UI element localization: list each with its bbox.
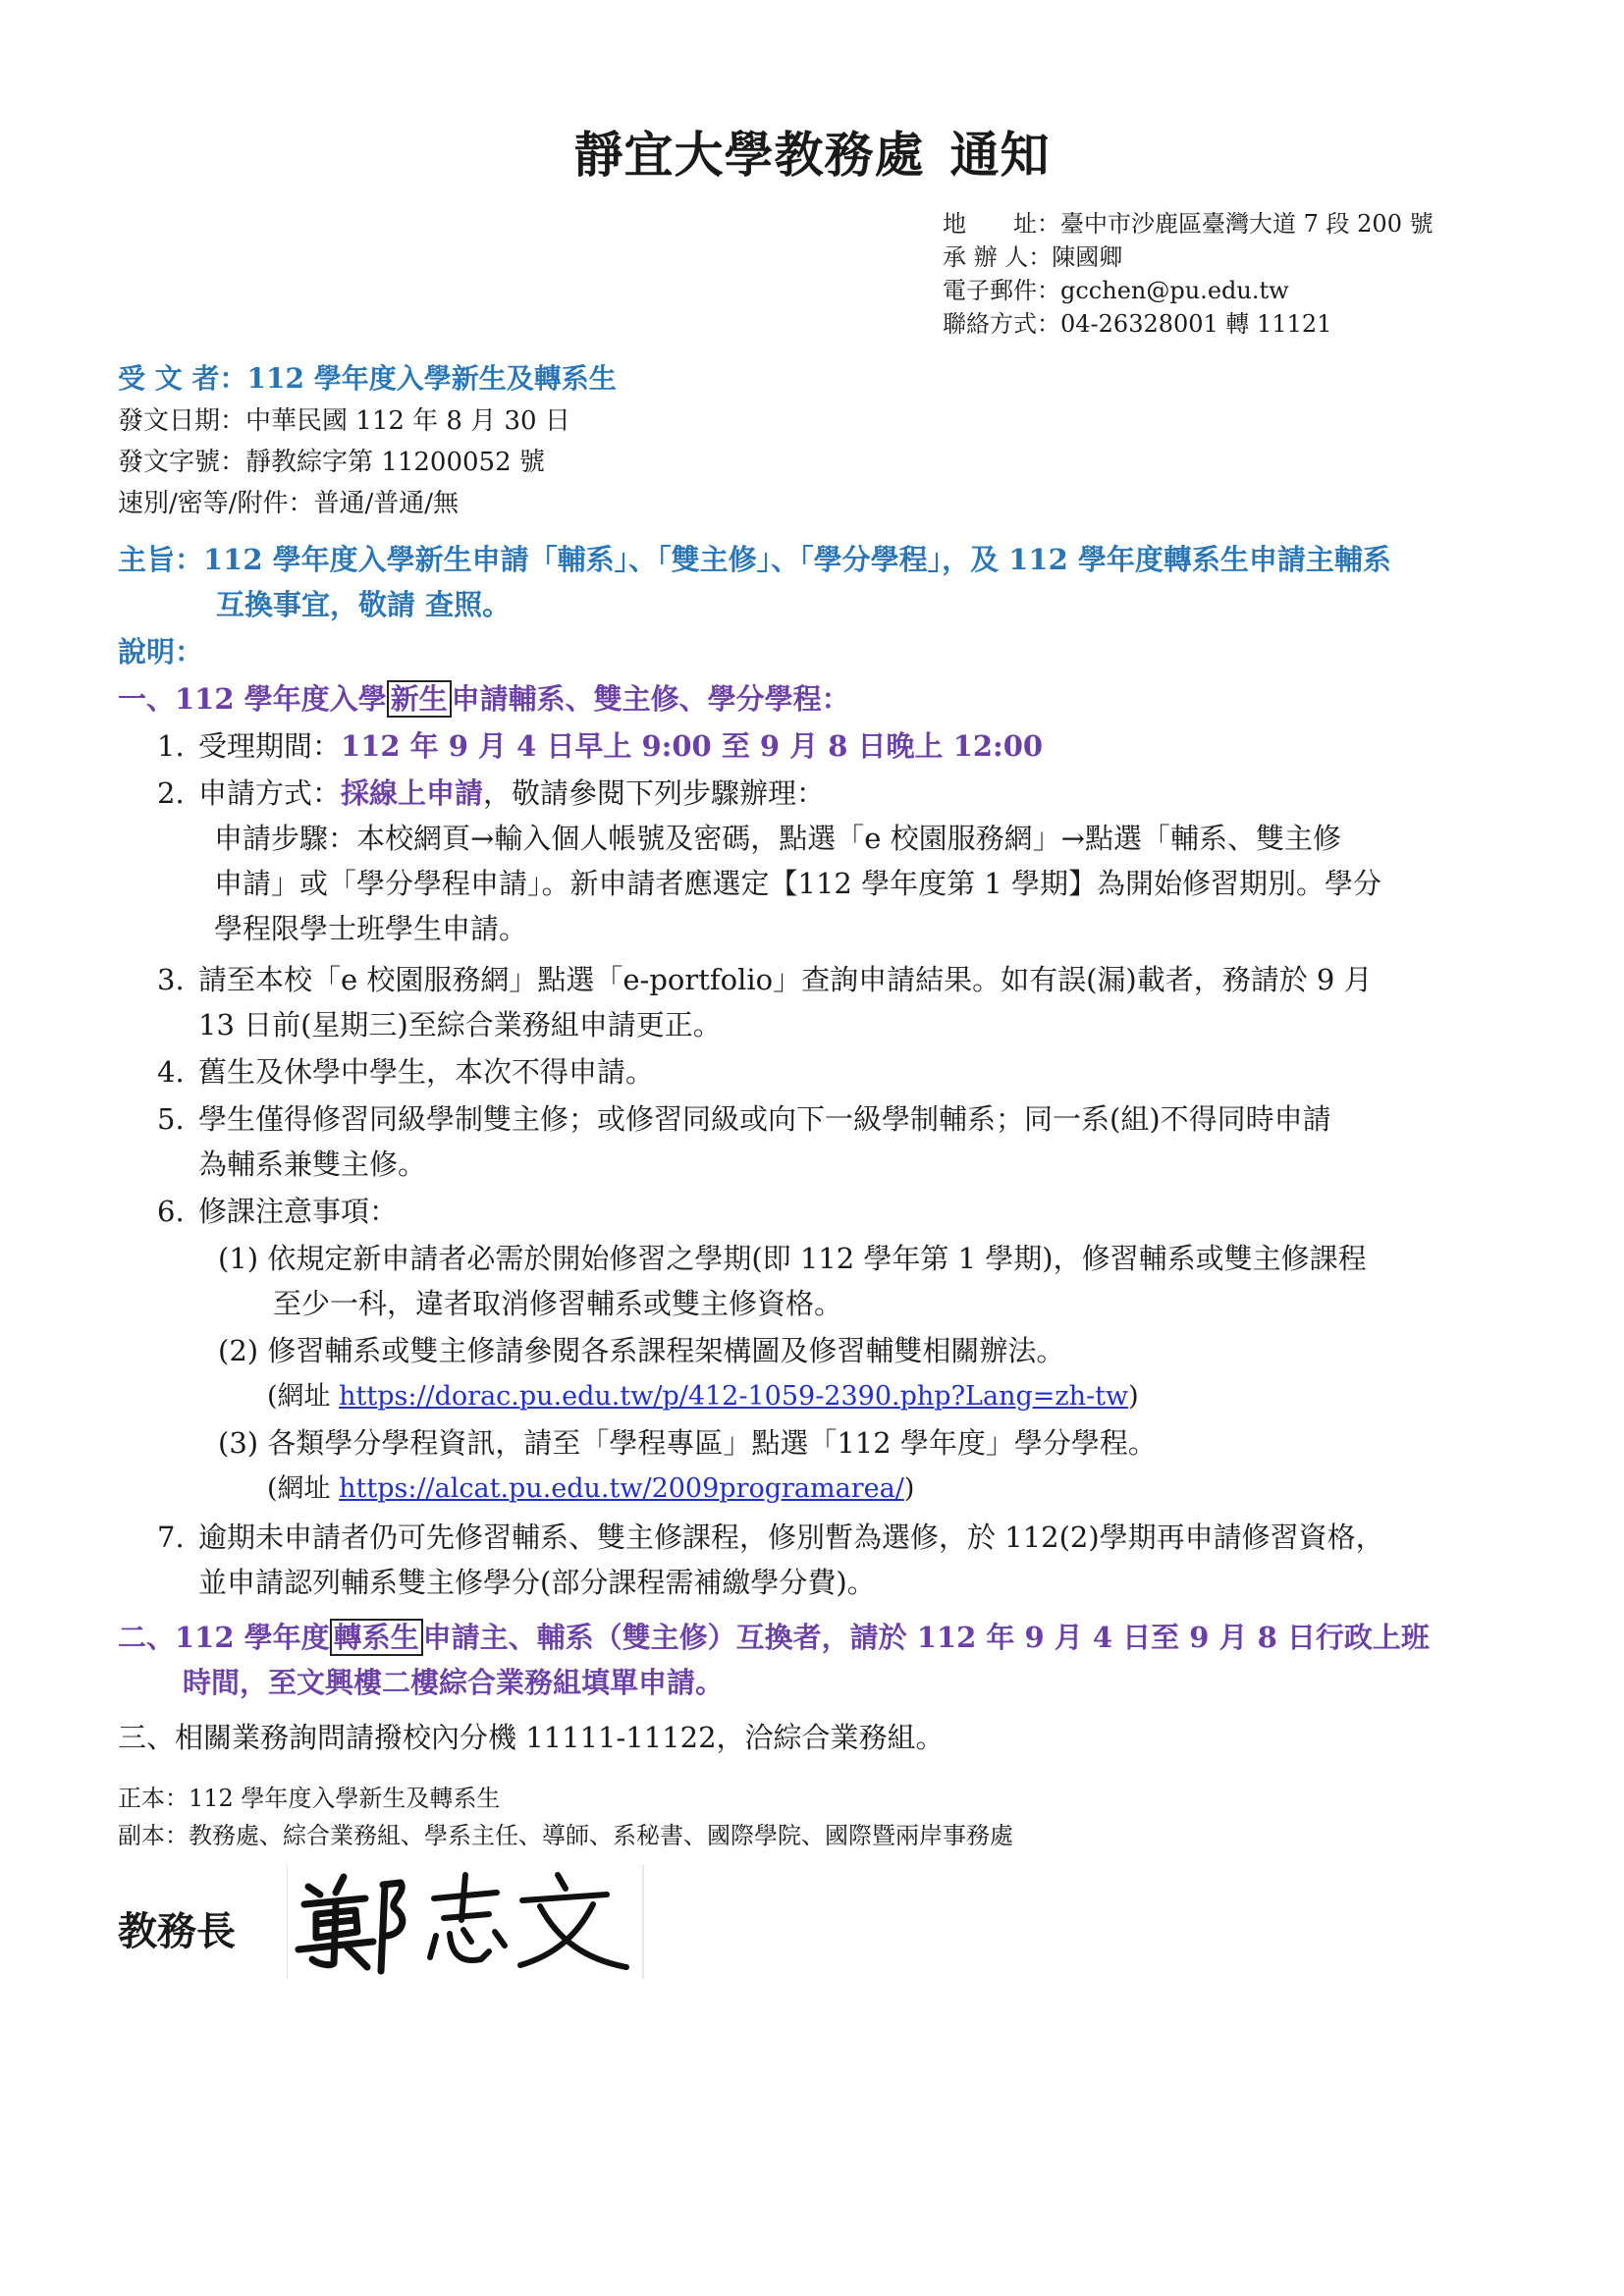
item-2-step-line-1: 申請步驟：本校網頁→輸入個人帳號及密碼，點選「e 校園服務網」→點選「輔系、雙主修	[214, 822, 1341, 855]
document-title	[0, 116, 1624, 187]
header-handler: 承 辦 人：陳國卿	[943, 243, 1123, 271]
title-org: 靜宜大學教務處	[573, 126, 925, 184]
section-2-heading: 二、112 學年度 轉系生 申請主、輔系（雙主修）互換者，請於 112 年 9 月 4 日至 9 月 8 日行政上班	[118, 1621, 1430, 1654]
subject-line-1: 主旨：112 學年度入學新生申請「輔系」、「雙主修」、「學分學程」，及 112 學年度轉系生申請主輔系	[118, 543, 1391, 576]
header-email: 電子郵件：gcchen@pu.edu.tw	[943, 277, 1289, 304]
item-6-sub-2: (2) 修習輔系或雙主修請參閱各系課程架構圖及修習輔雙相關辦法。	[218, 1334, 1065, 1367]
item-6: 6. 修課注意事項：	[157, 1195, 399, 1228]
title-type: 通知	[949, 126, 1051, 184]
handwritten-signature	[287, 1865, 644, 1979]
dorac-link[interactable]: https://dorac.pu.edu.tw/p/412-1059-2390.php?Lang=zh-tw	[339, 1381, 1129, 1412]
issue-number: 發文字號：靜教綜字第 11200052 號	[118, 448, 545, 477]
section-3: 三、相關業務詢問請撥校內分機 11111-11122，洽綜合業務組。	[118, 1721, 945, 1754]
recipient: 受 文 者：112 學年度入學新生及轉系生	[118, 362, 617, 395]
item-7: 7. 逾期未申請者仍可先修習輔系、雙主修課程，修別暫為選修，於 112(2)學期再申請修習資格，	[157, 1521, 1384, 1554]
section-2-line-2: 時間，至文興樓二樓綜合業務組填單申請。	[183, 1666, 725, 1699]
boxed-transfer-students: 轉系生	[330, 1619, 423, 1656]
item-6-sub-3-url-line: (網址 https://alcat.pu.edu.tw/2009programarea/)	[267, 1473, 915, 1504]
item-2: 2. 申請方式：採線上申請，敬請參閱下列步驟辦理：	[157, 776, 826, 810]
copy-main: 正本：112 學年度入學新生及轉系生	[118, 1785, 501, 1812]
item-2-step-line-2: 申請」或「學分學程申請」。新申請者應選定【112 學年度第 1 學期】為開始修習期別。學分	[214, 867, 1381, 900]
explain-label: 說明：	[118, 635, 204, 668]
subject-line-2: 互換事宜，敬請 查照。	[216, 588, 512, 621]
item-6-sub-3: (3) 各類學分學程資訊，請至「學程專區」點選「112 學年度」學分學程。	[218, 1426, 1157, 1460]
classification: 速別/密等/附件：普通/普通/無	[118, 489, 460, 518]
item-3: 3. 請至本校「e 校園服務網」點選「e-portfolio」查詢申請結果。如有誤(漏)載者，務請於 9 月	[157, 963, 1373, 996]
header-contact: 聯絡方式：04-26328001 轉 11121	[943, 310, 1332, 338]
item-4: 4. 舊生及休學中學生，本次不得申請。	[157, 1055, 655, 1089]
item-7-line-2: 並申請認列輔系雙主修學分(部分課程需補繳學分費)。	[198, 1566, 876, 1599]
item-5: 5. 學生僅得修習同級學制雙主修；或修習同級或向下一級學制輔系；同一系(組)不得同時申請	[157, 1102, 1331, 1136]
alcat-link[interactable]: https://alcat.pu.edu.tw/2009programarea/	[339, 1473, 904, 1504]
issue-date: 發文日期：中華民國 112 年 8 月 30 日	[118, 406, 570, 436]
item-2-step-line-3: 學程限學士班學生申請。	[214, 912, 528, 945]
copy-cc: 副本：教務處、綜合業務組、學系主任、導師、系秘書、國際學院、國際暨兩岸事務處	[118, 1822, 1013, 1849]
section-1-heading: 一、112 學年度入學 新生 申請輔系、雙主修、學分學程：	[118, 682, 850, 716]
header-address: 地 址：臺中市沙鹿區臺灣大道 7 段 200 號	[943, 210, 1434, 238]
item-6-sub-2-url-line: (網址 https://dorac.pu.edu.tw/p/412-1059-2390.php?Lang=zh-tw)	[267, 1381, 1139, 1412]
item-6-sub-1-line-2: 至少一科，違者取消修習輔系或雙主修資格。	[273, 1287, 843, 1320]
item-6-sub-1: (1) 依規定新申請者必需於開始修習之學期(即 112 學年第 1 學期)，修習輔系或雙主修課程	[218, 1242, 1367, 1275]
signer-title: 教務長	[118, 1908, 236, 1954]
boxed-new-students: 新生	[387, 680, 452, 718]
item-3-line-2: 13 日前(星期三)至綜合業務組申請更正。	[198, 1008, 722, 1041]
item-5-line-2: 為輔系兼雙主修。	[198, 1148, 427, 1181]
item-1: 1. 受理期間：112 年 9 月 4 日早上 9:00 至 9 月 8 日晚上 12:00	[157, 729, 1044, 763]
